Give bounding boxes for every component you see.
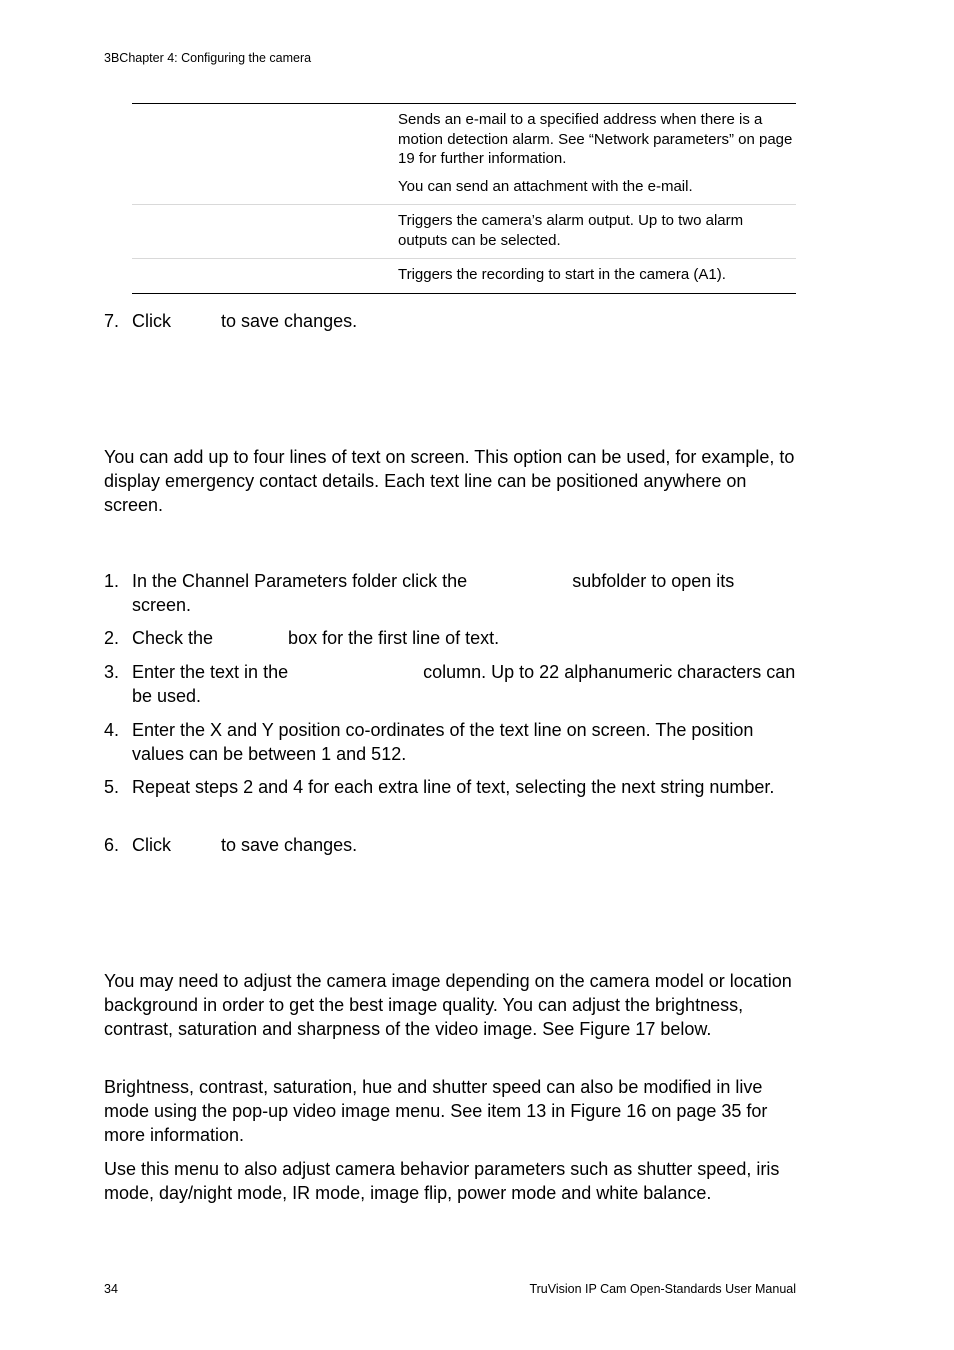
table-cell-label	[132, 205, 398, 259]
description-text: Sends an e-mail to a specified address when there is a motion detection alarm. See “Network parameters” on page 19 for further information.	[398, 111, 793, 167]
table-cell-description	[398, 104, 796, 205]
description-text: Triggers the recording to start in the camera (A1).	[398, 266, 726, 283]
step-number: 1.	[104, 571, 120, 591]
image-paragraph: Use this menu to also adjust camera behavior parameters such as shutter speed, iris mode, day/night mode, IR mode, image flip, power mode and white balance.	[104, 1159, 780, 1203]
table-row	[132, 104, 796, 205]
step-text: Click to save changes.	[132, 835, 358, 855]
step-item	[104, 626, 796, 650]
table-cell-description	[398, 205, 796, 259]
image-paragraph: You may need to adjust the camera image depending on the camera model or location background in order to get the best image quality. You can adjust the brightness, contrast, saturation and sharpness of the video image. See Figure 17 below.	[104, 971, 792, 1039]
step-text: Check the box for the first line of text.	[132, 628, 500, 648]
step-number: 4.	[104, 720, 120, 740]
description-text: You can send an attachment with the e-mail.	[398, 177, 693, 195]
step-item	[104, 718, 796, 766]
table-cell-label	[132, 104, 398, 205]
step-number: 3.	[104, 662, 120, 682]
step-item	[104, 309, 796, 333]
step-item	[104, 775, 796, 799]
image-paragraph: Brightness, contrast, saturation, hue and shutter speed can also be modified in live mode using the pop-up video image menu. See item 13 in Figure 16 on page 35 for more information.	[104, 1077, 768, 1145]
manual-title: TruVision IP Cam Open-Standards User Manual	[529, 1282, 796, 1296]
step-item	[104, 569, 796, 617]
table-row	[132, 259, 796, 294]
osd-intro-paragraph: You can add up to four lines of text on screen. This option can be used, for example, to display emergency contact details. Each text line can be positioned anywhere on screen.	[104, 447, 795, 515]
table-cell-label	[132, 259, 398, 294]
step-text: Repeat steps 2 and 4 for each extra line of text, selecting the next string number.	[132, 777, 775, 797]
step-text: Click to save changes.	[132, 311, 358, 331]
running-header: 3BChapter 4: Configuring the camera	[104, 51, 312, 65]
step-text: Enter the X and Y position co-ordinates of the text line on screen. The position values can be between 1 and 512.	[132, 720, 754, 764]
step-text: In the Channel Parameters folder click the subfolder to open its screen.	[132, 571, 740, 615]
step-item	[104, 833, 796, 857]
step-number: 6.	[104, 835, 120, 855]
table-row	[132, 205, 796, 259]
step-number: 2.	[104, 628, 120, 648]
step-item	[104, 660, 801, 708]
step-text: Enter the text in the column. Up to 22 alphanumeric characters can be used.	[132, 662, 801, 706]
step-number: 5.	[104, 777, 120, 797]
step-number: 7.	[104, 311, 120, 331]
alarm-action-table	[132, 103, 796, 294]
table-cell-description	[398, 259, 796, 294]
description-text: Triggers the camera’s alarm output. Up to two alarm outputs can be selected.	[398, 212, 744, 249]
page-number: 34	[104, 1282, 118, 1296]
